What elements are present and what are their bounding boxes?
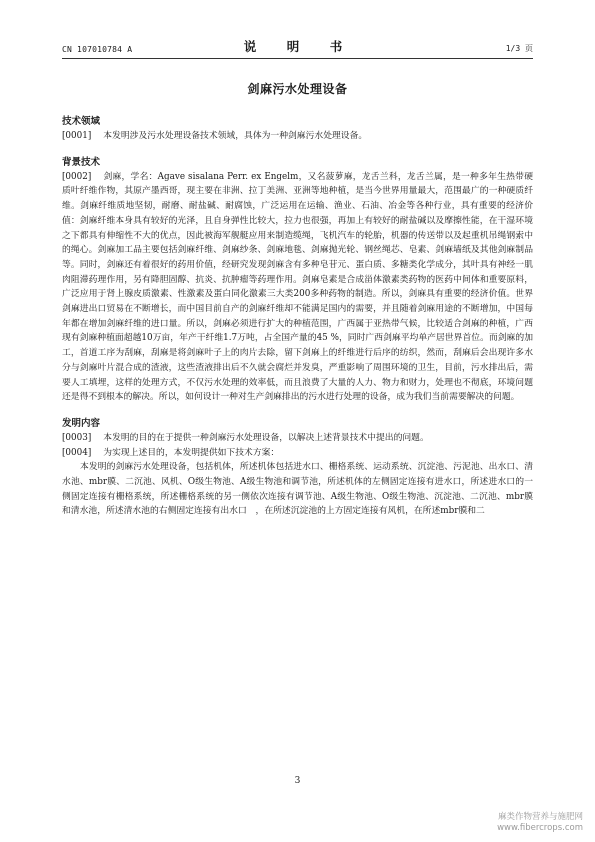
page-number: 3 — [294, 776, 301, 786]
paragraph-number: [0003] — [62, 432, 92, 443]
paragraph-0002 — [62, 170, 533, 405]
section-heading-background: 背景技术 — [62, 156, 101, 168]
document-body — [62, 62, 533, 519]
paragraph-0003 — [62, 431, 533, 446]
paragraph-number: [0002] — [62, 171, 92, 182]
site-watermark — [497, 812, 583, 834]
watermark-url: www.fibercrops.com — [497, 823, 583, 833]
paragraph-text: 本发明涉及污水处理设备技术领域，具体为一种剑麻污水处理设备。 — [103, 131, 368, 141]
publication-number: CN 107010784 A — [62, 45, 133, 54]
paragraph-number: [0001] — [62, 131, 92, 141]
section-heading-invention: 发明内容 — [62, 417, 101, 429]
paragraph-text: 为实现上述目的，本发明提供如下技术方案： — [103, 447, 280, 458]
section-heading-field: 技术领域 — [62, 116, 101, 127]
paragraph-text: 剑麻，学名：Agave sisalana Perr. ex Engelm，又名菠萝麻，龙舌兰科，龙舌兰属，是一种多年生热带硬质叶纤维作物，其原产墨西哥，现主要在非洲、拉丁美洲、亚洲等地种植，是当今世界用量最大，范围最广的一种硬质纤维。剑麻纤维质地坚韧，耐磨、耐盐碱、耐腐蚀，广泛运用在运输、渔业、石油、冶金等各种行业，具有重要的经济价值：剑麻纤维本身具有较好的光泽，且自身弹性比较大，拉力也很强，再加上有较好的耐盐碱以及摩擦性能，在干湿环境之下都具有伸缩性不大的优点，因此被海军舰艇应用来制造缆绳，飞机汽车的轮胎，机器的传送带以及起重机吊绳钢索中的绳心。剑麻加工品主要包括剑麻纤维、剑麻纱条、剑麻地毯、剑麻抛光轮、钢丝绳芯、皂素、剑麻墙纸及其他剑麻制品等。同时，剑麻还有着很好的药用价值，经研究发现剑麻含有多种皂苷元、蛋白质、多糖类化学成分，其叶具有神经一肌肉阻滞药理作用，另有降胆固醇、抗炎、抗肿瘤等药理作用。剑麻皂素是合成甾体激素类药物的医药中间体和重要原料，广泛应用于肾上腺皮质激素、性激素及蛋白同化激素三大类200多种药物的制造。所以，剑麻具有重要的经济价值。世界剑麻进出口贸易在不断增长，而中国目前自产的剑麻纤维却不能满足国内的需要，并且随着剑麻用途的不断增加，中国每年都在增加剑麻纤维的进口量。所以，剑麻必须进行扩大的种植范围，广西属于亚热带气候，比较适合剑麻的种植，广西现有剑麻种植面超越10万亩，年产干纤维1.7万吨，占全国产量的45 %，同时广西剑麻平均单产居世界首位。而剑麻的加工，首道工序为刮麻，刮麻是将剑麻叶子上的肉片去除，留下剑麻上的纤维进行后序的纺织，然而，刮麻后会出现许多水分与剑麻叶片混合成的渣液，这些渣液排出后不久就会腐烂并发臭，严重影响了周围环境的卫生，目前，污水排出后，需要人工填埋，这样的处理方式，不仅污水处理的效率低，而且浪费了大量的人力、物力和财力，处理也不彻底，环境问题还是得不到根本的解决。所以，如何设计一种对生产剑麻排出的污水进行处理的设备，成为我们当前需要解决的问题。 — [62, 171, 533, 403]
page-count: 1/3 页 — [505, 44, 533, 53]
invention-title: 剑麻污水处理设备 — [247, 82, 348, 96]
paragraph-number: [0004] — [62, 447, 92, 458]
paragraph-0001 — [62, 129, 533, 144]
page-header — [62, 36, 533, 59]
paragraph-0004 — [62, 446, 533, 461]
watermark-site-name: 麻类作物营养与施肥网 — [497, 812, 583, 822]
paragraph-text: 本发明的目的在于提供一种剑麻污水处理设备，以解决上述背景技术中提出的问题。 — [103, 432, 429, 443]
paragraph-continuation: 本发明的剑麻污水处理设备，包括机体，所述机体包括进水口、栅格系统、运动系统、沉淀池、污泥池、出水口、清水池、mbr膜、二沉池、风机、O级生物池、A级生物池和调节池，所述机体的左侧固定连接有进水口，所述进水口的一侧固定连接有栅格系统，所述栅格系统的另一侧依次连接有调节池、A级生物池、O级生物池、沉淀池、二沉池、mbr膜和清水池，所述清水池的右侧固定连接有出水口 ，在所述沉淀池的上方固定连接有风机，在所述mbr膜和二 — [62, 462, 533, 517]
document-type-title: 说 明 书 — [243, 39, 352, 54]
